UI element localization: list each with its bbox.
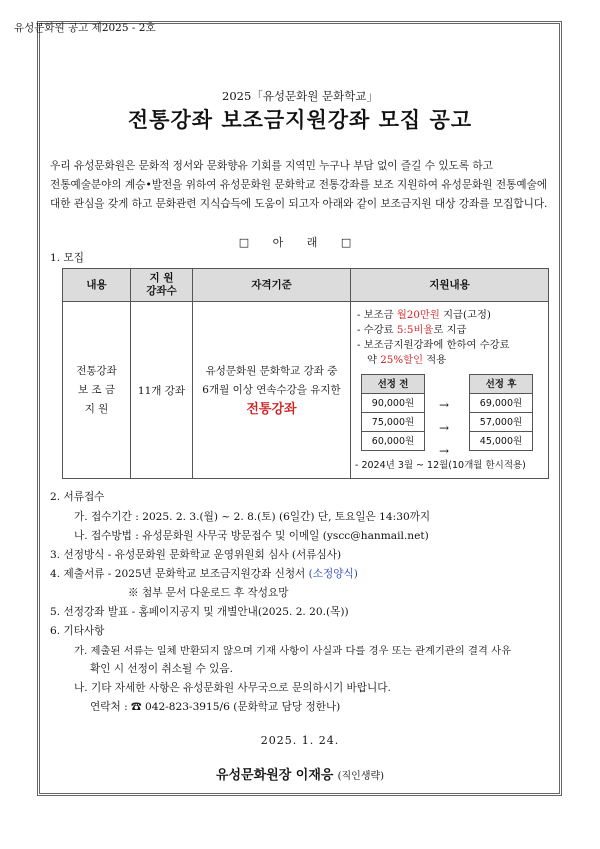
section4-text: 4. 제출서류 - 2025년 문화학교 보조금지원강좌 신청서 <box>50 568 309 580</box>
form-link[interactable]: (소정양식) <box>308 568 358 580</box>
rate-before-header: 선정 전 <box>362 375 425 394</box>
intro-line: 대한 관심을 갖게 하고 문화관련 지식습득에 도움이 되고자 아래와 같이 보조금지원 대상 강좌를 모집합니다. <box>50 198 548 210</box>
table-row <box>63 302 549 479</box>
arrow-icon: → <box>439 444 450 458</box>
header-benefits: 지원내용 <box>351 269 549 302</box>
header-criteria: 자격기준 <box>193 269 351 302</box>
signature-line <box>0 764 600 783</box>
benefit-line <box>357 323 544 338</box>
cell-content <box>63 302 131 479</box>
benefit-highlight: 월20만원 <box>396 309 440 321</box>
intro-line: 우리 유성문화원은 문화적 정서와 문화향유 기회를 지역민 누구나 부담 없이 즐길 수 있도록 하고 <box>50 160 493 172</box>
rate-after-value: 69,000원 <box>470 394 533 413</box>
benefit-line <box>357 353 544 368</box>
section2-item-a: 가. 접수기간 : 2025. 2. 3.(월) ~ 2. 8.(토) (6일간) 단, 토요일은 14:30까지 <box>74 511 431 523</box>
benefit-highlight: 25%할인 <box>380 354 424 366</box>
document-subtitle: 2025「유성문화원 문화학교」 <box>222 89 378 103</box>
rate-after-table <box>469 374 533 451</box>
contact-line: 연락처 : ☎ 042-823-3915/6 (문화학교 담당 정한나) <box>90 701 341 713</box>
section5-line: 5. 선정강좌 발표 - 홈페이지공지 및 개별안내(2025. 2. 20.(목)) <box>50 606 349 618</box>
section6-item-b: 나. 기타 자세한 사항은 유성문화원 사무국으로 문의하시기 바랍니다. <box>74 682 391 694</box>
criteria-highlight: 전통강좌 <box>246 401 297 417</box>
notice-date: 2025. 1. 24. <box>260 734 340 747</box>
benefit-text: 약 <box>367 354 381 366</box>
document-title: 전통강좌 보조금지원강좌 모집 공고 <box>127 108 473 132</box>
benefit-text: 로 지급 <box>433 324 467 336</box>
header-support-count-line2: 강좌수 <box>146 285 177 297</box>
benefit-line: - 보조금지원강좌에 한하여 수강료 <box>357 339 510 351</box>
benefit-footnote: - 2024년 3월 ~ 12월(10개월 한시적용) <box>355 460 526 471</box>
section1-heading: 1. 모집 <box>50 252 84 264</box>
cell-criteria <box>193 302 351 479</box>
benefit-text: - 보조금 <box>357 309 397 321</box>
section3-line: 3. 선정방식 - 유성문화원 문화학교 운영위원회 심사 (서류심사) <box>50 549 342 561</box>
benefit-text: 지급(고정) <box>439 309 491 321</box>
section6-item-a-line1: 가. 제출된 서류는 일체 반환되지 않으며 기재 사항이 사실과 다를 경우 또는 관계기관의 결격 사유 <box>74 645 512 657</box>
recruitment-table <box>62 268 549 479</box>
content-line: 보 조 금 <box>77 383 116 396</box>
section4-note: ※ 첨부 문서 다운로드 후 작성요망 <box>128 587 289 599</box>
section4-line <box>50 566 358 581</box>
header-content: 내용 <box>63 269 131 302</box>
rate-before-value: 60,000원 <box>362 432 425 451</box>
arrow-icon: → <box>439 398 450 412</box>
rate-after-header: 선정 후 <box>470 375 533 394</box>
cell-count: 11개 강좌 <box>131 302 193 479</box>
intro-line: 전통예술분야의 계승•발전을 위하여 유성문화원 문화학교 전통강좌를 보조 지원하여 유성문화원 전통예술에 <box>50 179 548 191</box>
rate-after-value: 57,000원 <box>470 413 533 432</box>
header-support-count-line1: 지 원 <box>149 272 174 284</box>
cell-benefits <box>351 302 549 479</box>
intro-paragraph <box>50 157 550 214</box>
benefit-text: 적용 <box>423 354 447 366</box>
content-line: 지 원 <box>84 402 109 415</box>
rate-after-value: 45,000원 <box>470 432 533 451</box>
criteria-line: 유성문화원 문화학교 강좌 중 <box>205 364 338 377</box>
content-line: 전통강좌 <box>76 364 117 377</box>
signature-note: (직인생략) <box>337 771 385 782</box>
header-support-count <box>131 269 193 302</box>
rate-before-value: 75,000원 <box>362 413 425 432</box>
criteria-line: 6개월 이상 연속수강을 유지한 <box>202 383 341 396</box>
section2-item-b: 나. 접수방법 : 유성문화원 사무국 방문접수 및 이메일 (yscc@hanmail.net) <box>74 530 429 542</box>
benefit-highlight: 5:5비율 <box>396 324 434 336</box>
section6-heading: 6. 기타사항 <box>50 625 105 637</box>
rate-before-value: 90,000원 <box>362 394 425 413</box>
section2-heading: 2. 서류접수 <box>50 491 105 503</box>
benefit-text: - 수강료 <box>357 324 397 336</box>
signature-name: 유성문화원장 이재응 <box>215 768 334 783</box>
rate-before-table <box>361 374 425 451</box>
arrow-icon: → <box>439 421 450 435</box>
notice-number: 유성문화원 공고 제2025 - 2호 <box>14 22 156 34</box>
benefit-line <box>357 308 544 323</box>
center-label: □ 아 래 □ <box>238 236 362 249</box>
section6-item-a-line2: 확인 시 선정이 취소될 수 있음. <box>90 663 234 675</box>
table-header-row <box>63 269 549 302</box>
